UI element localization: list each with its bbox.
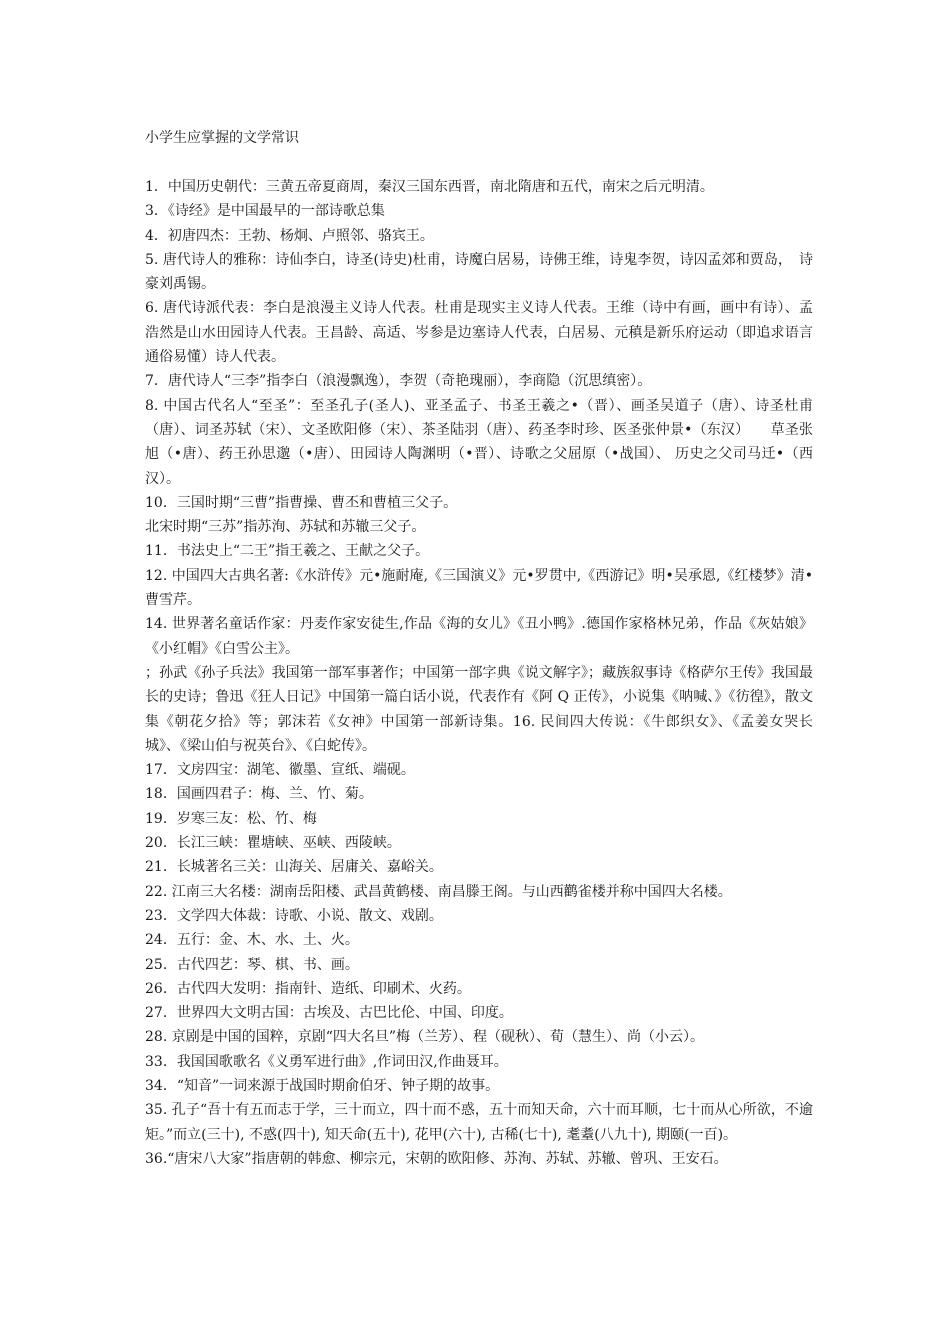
paragraph-13: ；孙武《孙子兵法》我国第一部军事著作；中国第一部字典《说文解字》；藏族叙事诗《格萨尔王传》我国最长的史诗；鲁迅《狂人日记》中国第一篇白话小说，代表作有《阿 Q 正传》，小说集《呐喊、》《彷徨》，散文集《朝花夕拾》等；郭沫若《女神》中国第一部新诗集。16. 民间四大传说：《牛郎织女》、《孟姜女哭长城》、《梁山伯与祝英台》、《白蛇传》。: [145, 664, 813, 754]
paragraph-27: 34．“知音”一词来源于战国时期俞伯牙、钟子期的故事。: [145, 1077, 500, 1094]
paragraph-19: 22. 江南三大名楼：湖南岳阳楼、武昌黄鹤楼、南昌滕王阁。与山西鹳雀楼并称中国四大名楼。: [145, 883, 732, 900]
paragraph-28: 35. 孔子“吾十有五而志于学，三十而立，四十而不惑，五十而知天命，六十而耳顺，七十而从心所欲，不逾矩。”而立(三十), 不惑(四十), 知天命(五十), 花甲(六十), 古稀(七十), 耄耋(八九十), 期颐(一百)。: [145, 1102, 813, 1143]
paragraph-18: 21．长城著名三关：山海关、居庸关、嘉峪关。: [145, 859, 443, 876]
document-body: [145, 175, 813, 1171]
paragraph-4: 5. 唐代诗人的雅称：诗仙李白，诗圣(诗史)杜甫，诗魔白居易，诗佛王维，诗鬼李贺，诗囚孟郊和贾岛， 诗豪刘禹锡。: [145, 251, 813, 293]
paragraph-5: 6. 唐代诗派代表：李白是浪漫主义诗人代表。杜甫是现实主义诗人代表。王维（诗中有画，画中有诗）、孟浩然是山水田园诗人代表。王昌龄、高适、岑参是边塞诗人代表，白居易、元稹是新乐府运动（即追求语言通俗易懂）诗人代表。: [145, 300, 813, 366]
paragraph-14: 17．文房四宝：湖笔、徽墨、宣纸、端砚。: [145, 762, 415, 779]
paragraph-23: 26．古代四大发明：指南针、造纸、印刷术、火药。: [145, 980, 471, 997]
paragraph-3: 4．初唐四杰：王勃、杨炯、卢照邻、骆宾王。: [145, 227, 434, 244]
paragraph-6: 7．唐代诗人“三李”指李白（浪漫飘逸），李贺（奇艳瑰丽），李商隐（沉思缜密）。: [145, 373, 652, 390]
paragraph-24: 27．世界四大文明古国：古埃及、古巴比伦、中国、印度。: [145, 1005, 513, 1022]
paragraph-11: 12. 中国四大古典名著:《水浒传》元•施耐庵,《三国演义》元•罗贯中,《西游记》明•吴承恩,《红楼梦》清•曹雪芹。: [145, 567, 813, 609]
paragraph-10: 11．书法史上“二王”指王羲之、王献之父子。: [145, 543, 430, 560]
paragraph-20: 23．文学四大体裁：诗歌、小说、散文、戏剧。: [145, 907, 443, 924]
paragraph-12: 14. 世界著名童话作家：丹麦作家安徒生,作品《海的女儿》《丑小鸭》.德国作家格林兄弟，作品《灰姑娘》《小红帽》《白雪公主》。: [145, 616, 813, 657]
paragraph-1: 1．中国历史朝代：三黄五帝夏商周，秦汉三国东西晋，南北隋唐和五代，南宋之后元明清。: [145, 179, 714, 195]
paragraph-16: 19．岁寒三友：松、竹、梅: [145, 810, 317, 827]
paragraph-17: 20．长江三峡：瞿塘峡、巫峡、西陵峡。: [145, 835, 401, 852]
paragraph-26: 33．我国国歌歌名《义勇军进行曲》,作词田汉,作曲聂耳。: [145, 1053, 508, 1070]
paragraph-15: 18．国画四君子：梅、兰、竹、菊。: [145, 786, 373, 803]
paragraph-29: 36.“唐宋八大家”指唐朝的韩愈、柳宗元，宋朝的欧阳修、苏洵、苏轼、苏辙、曾巩、王安石。: [145, 1150, 728, 1167]
paragraph-22: 25．古代四艺：琴、棋、书、画。: [145, 956, 359, 973]
paragraph-2: 3．《诗经》是中国最早的一部诗歌总集: [145, 203, 385, 220]
paragraph-9: 北宋时期“三苏”指苏洵、苏轼和苏辙三父子。: [145, 519, 426, 536]
document-page: [145, 128, 813, 1171]
paragraph-8: 10．三国时期“三曹”指曹操、曹丕和曹植三父子。: [145, 494, 458, 511]
paragraph-21: 24．五行：金、木、水、土、火。: [145, 932, 359, 949]
document-title: 小学生应掌握的文学常识: [145, 130, 299, 146]
paragraph-25: 28. 京剧是中国的国粹，京剧“四大名旦”梅（兰芳）、程（砚秋）、荀（慧生）、尚（小云）。: [145, 1029, 705, 1046]
paragraph-7: 8. 中国古代名人“至圣”：至圣孔子(圣人)、亚圣孟子、书圣王羲之•（晋）、画圣吴道子（唐）、诗圣杜甫（唐）、词圣苏轼（宋）、文圣欧阳修（宋）、茶圣陆羽（唐）、药圣李时珍、医圣张仲景•（东汉） 草圣张旭（•唐）、药王孙思邈（•唐）、田园诗人陶渊明（•晋）、诗歌之父屈原（•战国）、 历史之父司马迁•（西汉）。: [145, 397, 813, 487]
